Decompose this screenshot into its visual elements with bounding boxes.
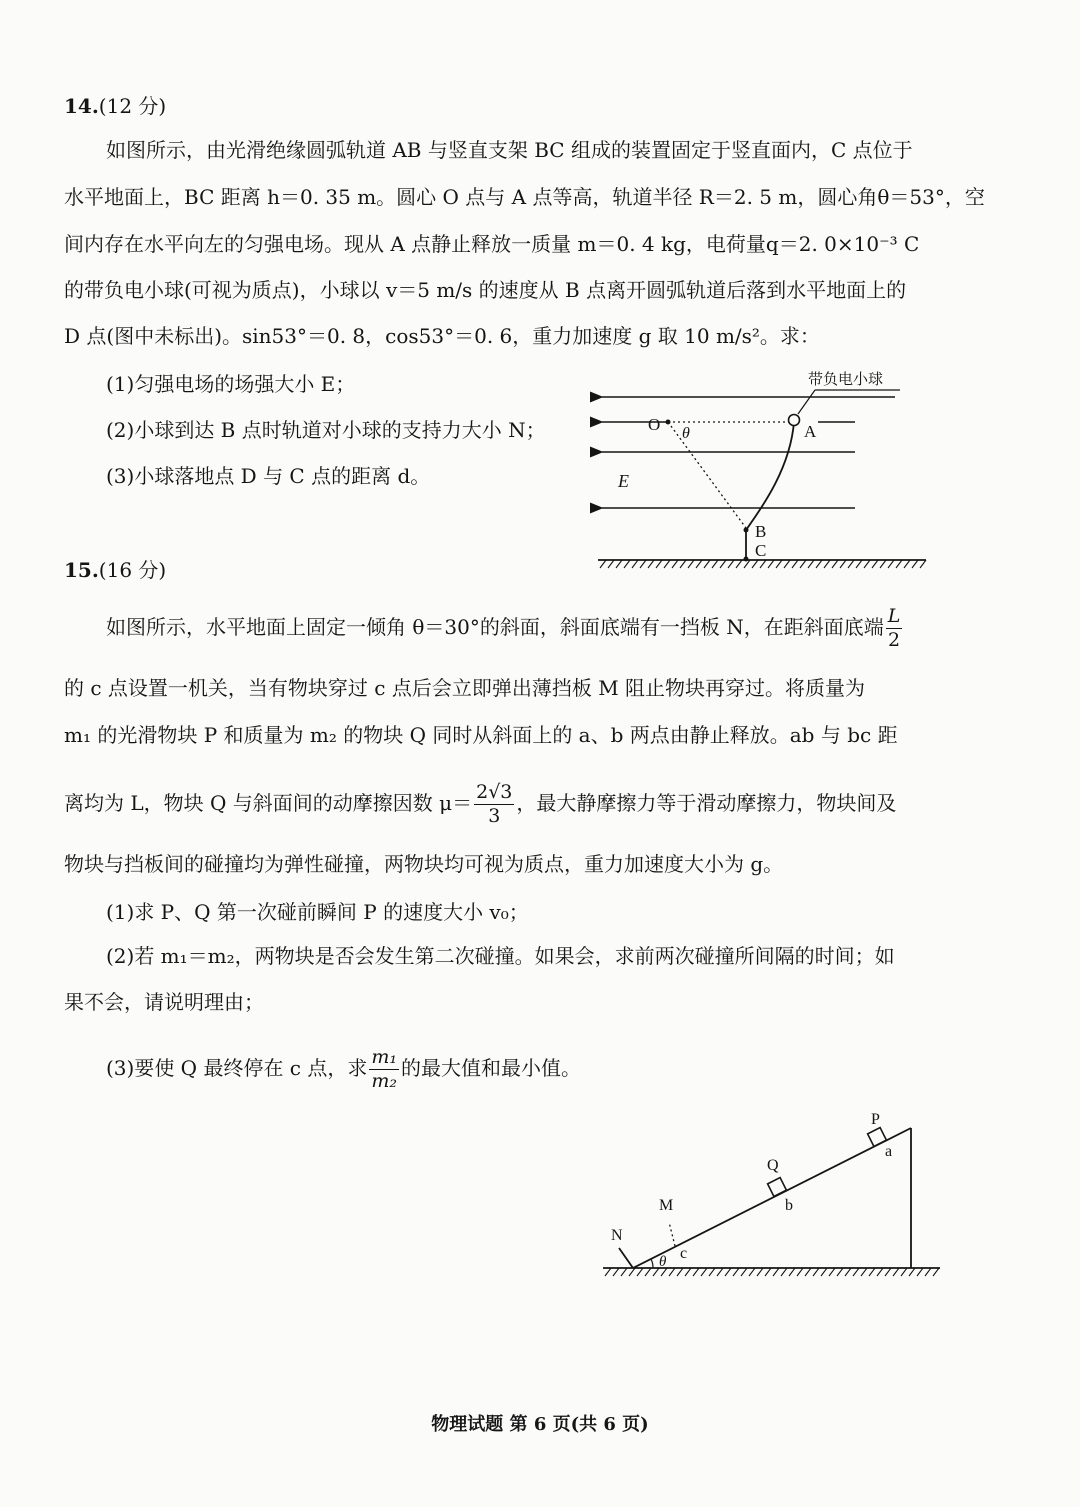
charged-ball [789, 415, 800, 426]
q14-figure [590, 360, 940, 580]
q14-para-line4: 的带负电小球(可视为质点)，小球以 v＝5 m/s 的速度从 B 点离开圆弧轨道后落到水平地面上的 [64, 278, 907, 302]
label-O: O [648, 415, 661, 434]
label-C: C [755, 541, 767, 560]
label-theta-14: θ [682, 425, 690, 442]
q14-subq2: (2)小球到达 B 点时轨道对小球的支持力大小 N； [106, 418, 546, 442]
q15-subq2-line1: (2)若 m₁＝m₂，两物块是否会发生第二次碰撞。如果会，求前两次碰撞所间隔的时间；如 [106, 944, 895, 968]
label-theta-15: θ [659, 1254, 667, 1270]
fraction-denominator: 3 [488, 805, 501, 827]
ground-hatch [600, 560, 926, 568]
q15-header [64, 556, 166, 584]
q15-para-line5: 物块与挡板间的碰撞均为弹性碰撞，两物块均可视为质点，重力加速度大小为 g。 [64, 852, 784, 876]
q15-subq2-line2: 果不会，请说明理由； [64, 990, 264, 1014]
incline-surface [633, 1128, 911, 1268]
q15-subq3-text-a: (3)要使 Q 最终停在 c 点，求 [106, 1056, 368, 1080]
fraction-numerator: 2√3 [476, 781, 513, 803]
label-b: b [785, 1197, 793, 1214]
angle-arc [651, 1259, 653, 1268]
label-a: a [885, 1143, 893, 1160]
q14-points: (12 分) [98, 94, 167, 118]
block-Q [768, 1178, 787, 1197]
fraction-denominator: 2 [887, 629, 901, 651]
label-N: N [611, 1227, 623, 1244]
q14-subq3: (3)小球落地点 D 与 C 点的距离 d。 [106, 464, 431, 488]
q14-header [64, 92, 166, 120]
dotted-OB [668, 422, 746, 528]
barrier-N [619, 1248, 633, 1268]
thin-barrier-M [669, 1222, 675, 1246]
label-E: E [618, 471, 629, 491]
label-Q: Q [767, 1157, 779, 1174]
point-O [666, 420, 671, 425]
label-P: P [871, 1111, 880, 1128]
arc-track-AB [746, 422, 794, 530]
label-A: A [804, 422, 817, 441]
block-P [868, 1128, 887, 1147]
ground-hatch [605, 1268, 939, 1276]
q15-para-line2: 的 c 点设置一机关，当有物块穿过 c 点后会立即弹出薄挡板 M 阻止物块再穿过。将质量为 [64, 676, 866, 700]
q15-para-line1 [106, 598, 904, 656]
q15-para-line1-text: 如图所示，水平地面上固定一倾角 θ＝30°的斜面，斜面底端有一挡板 N，在距斜面底端 [106, 615, 884, 639]
q15-para-line4-text-b: ，最大静摩擦力等于滑动摩擦力，物块间及 [516, 791, 897, 815]
fraction-denominator: m₂ [371, 1070, 397, 1092]
q15-para-line3: m₁ 的光滑物块 P 和质量为 m₂ 的物块 Q 同时从斜面上的 a、b 两点由静止释放。ab 与 bc 距 [64, 723, 898, 747]
q15-subq3-text-b: 的最大值和最小值。 [401, 1056, 581, 1080]
q15-figure [595, 1100, 950, 1285]
point-B [744, 528, 749, 533]
q15-number: 15. [64, 558, 99, 582]
label-ball: 带负电小球 [808, 370, 884, 388]
fraction-m1-over-m2 [369, 1048, 399, 1091]
label-c: c [680, 1245, 688, 1262]
label-M: M [659, 1197, 674, 1214]
fraction-mu [474, 783, 514, 826]
q15-para-line4 [64, 774, 896, 832]
fraction-numerator: L [887, 605, 901, 627]
q14-para-line1: 如图所示，由光滑绝缘圆弧轨道 AB 与竖直支架 BC 组成的装置固定于竖直面内，C 点位于 [106, 138, 913, 162]
q15-para-line4-text-a: 离均为 L，物块 Q 与斜面间的动摩擦因数 μ＝ [64, 791, 473, 815]
q15-subq1: (1)求 P、Q 第一次碰前瞬间 P 的速度大小 v₀； [106, 900, 529, 924]
ball-leader-line [798, 390, 815, 414]
q15-subq3 [106, 1038, 581, 1098]
q14-para-line5: D 点(图中未标出)。sin53°＝0. 8，cos53°＝0. 6，重力加速度 g 取 10 m/s²。求： [64, 324, 820, 348]
q14-number: 14. [64, 94, 99, 118]
q15-points: (16 分) [98, 558, 167, 582]
q14-para-line3: 间内存在水平向左的匀强电场。现从 A 点静止释放一质量 m＝0. 4 kg，电荷量q＝2. 0×10⁻³ C [64, 232, 920, 256]
label-B: B [755, 522, 767, 541]
page-footer: 物理试题 第 6 页(共 6 页) [431, 1414, 649, 1435]
fraction-numerator: m₁ [371, 1046, 397, 1068]
fraction-L-over-2 [886, 607, 903, 650]
q14-para-line2: 水平地面上，BC 距离 h＝0. 35 m。圆心 O 点与 A 点等高，轨道半径 R＝2. 5 m，圆心角θ＝53°，空 [64, 185, 985, 209]
q14-subq1: (1)匀强电场的场强大小 E； [106, 372, 356, 396]
